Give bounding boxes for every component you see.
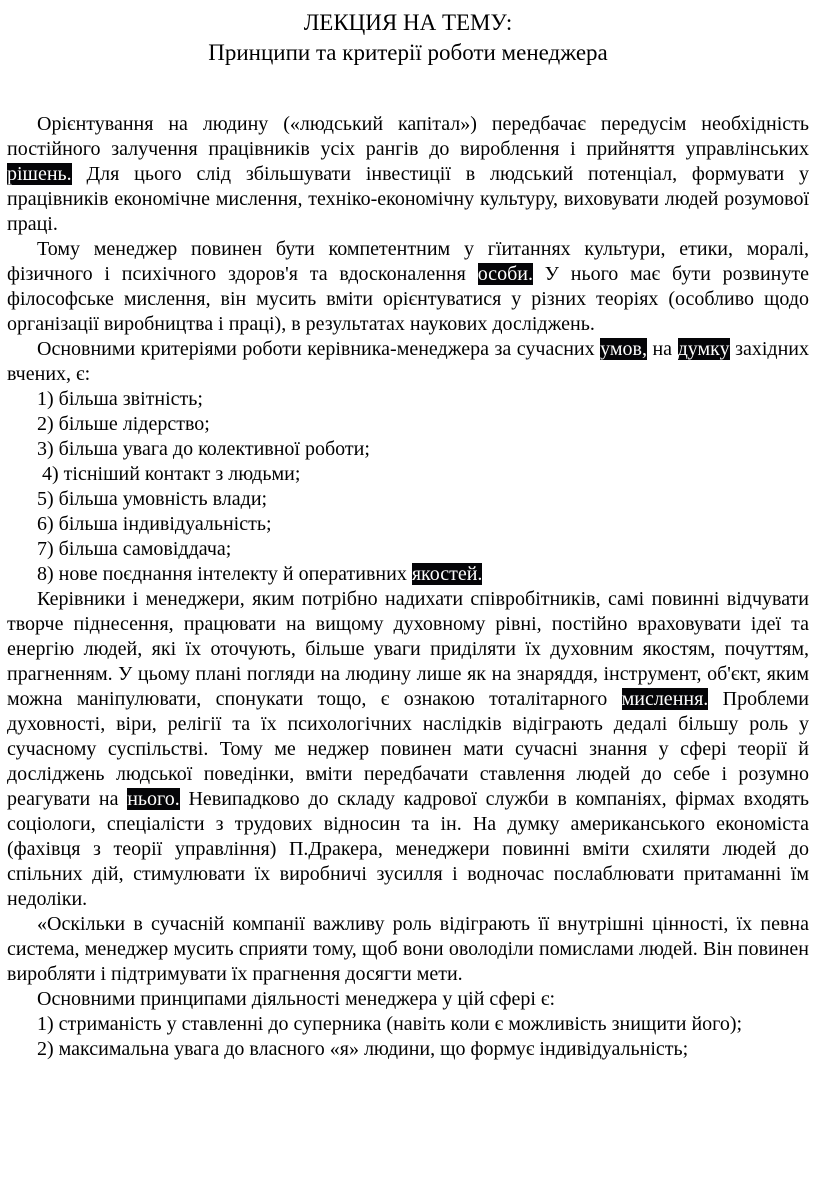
text-run: західних вчених, є: bbox=[7, 337, 809, 385]
text-run: 1) більша звітність; bbox=[37, 387, 203, 410]
paragraph bbox=[7, 337, 809, 387]
list-item bbox=[7, 487, 809, 512]
text-run: 1) стриманість у ставленні до суперника (навіть коли є можливість знищити його); bbox=[37, 1012, 743, 1035]
title-line-1: ЛЕКЦИЯ НА ТЕМУ: bbox=[303, 10, 513, 35]
highlighted-text: особи. bbox=[477, 262, 533, 285]
text-run: Основними принципами діяльності менеджера у цій сфері є: bbox=[37, 987, 556, 1010]
text-run: 4) тісніший контакт з людьми; bbox=[37, 462, 301, 485]
text-run: 5) більша умовність влади; bbox=[37, 487, 268, 510]
text-run: 2) максимальна увага до власного «я» людини, що формує індивідуальність; bbox=[37, 1037, 689, 1060]
text-run: Керівники і менеджери, яким потрібно надихати співробітників, самі повинні відчувати творче піднесення, працювати на вищому духовному рівні, постійно враховувати ідеї та енергію людей, які їх оточують, більше уваги приділяти їх духовним якостям, почуттям, прагненням. У цьому плані погляди на людину лише як на знаряддя, інструмент, об'єкт, яким можна маніпулювати, спонукати тощо, є ознакою тоталітарного bbox=[7, 587, 809, 710]
paragraph bbox=[7, 112, 809, 237]
list-item bbox=[7, 387, 809, 412]
text-run: Невипадково до складу кадрової служби в компаніях, фірмах входять соціологи, спеціалісти з трудових відносин та ін. На думку американського економіста (фахівця з теорії управління) П.Дракера, менеджери повинні вміти схиляти людей до спільних дій, стимулювати їх виробничі зусилля і водночас послаблювати притаманні їм недоліки. bbox=[7, 787, 809, 910]
highlighted-text: мислення. bbox=[621, 687, 709, 710]
text-run: Тому менеджер повинен бути компетентним у гїитаннях культури, етики, моралі, фізичного і психічного здоров'я та вдосконалення bbox=[7, 237, 809, 285]
highlighted-text: якостей. bbox=[411, 562, 483, 585]
title-line-2: Принципи та критерії роботи менеджера bbox=[208, 39, 608, 65]
text-run: У нього має бути розвинуте філософське мислення, він мусить вміти орієнтуватися у різних теоріях (особливо щодо організації виробництва і праці), в результатах наукових досліджень. bbox=[7, 262, 810, 335]
highlighted-text: умов, bbox=[600, 337, 647, 360]
text-run: 8) нове поєднання інтелекту й оперативних bbox=[37, 562, 412, 585]
text-run: Проблеми духовності, віри, релігії та їх психологічних наслідків відіграють дедалі більшу роль у сучасному суспільстві. Тому ме неджер повинен мати сучасні знання у сфері теорії й досліджень людської поведінки, вміти передбачати ставлення людей до себе і розумно реагувати на bbox=[7, 687, 809, 810]
text-run: 7) більша самовіддача; bbox=[37, 537, 232, 560]
highlighted-text: нього. bbox=[127, 787, 180, 810]
list-item bbox=[7, 512, 809, 537]
text-run: 3) більша увага до колективної роботи; bbox=[37, 437, 370, 460]
text-run: Для цього слід збільшувати інвестиції в людський потенціал, формувати у працівників економічне мислення, техніко-економічну культуру, виховувати людей розумової праці. bbox=[7, 162, 809, 235]
list-item bbox=[7, 462, 809, 487]
list-item bbox=[7, 537, 809, 562]
text-run: 6) більша індивідуальність; bbox=[37, 512, 272, 535]
list-item bbox=[7, 1012, 809, 1037]
text-run: Орієнтування на людину («людський капітал») передбачає передусім необхідність постійного залучення працівників усіх рангів до вироблення і прийняття управлінських bbox=[7, 112, 809, 160]
highlighted-text: рішень. bbox=[7, 162, 72, 185]
text-run: на bbox=[646, 337, 678, 360]
paragraph bbox=[7, 237, 809, 337]
list-item bbox=[7, 412, 809, 437]
list-item bbox=[7, 437, 809, 462]
text-run: 2) більше лідерство; bbox=[37, 412, 210, 435]
list-item bbox=[7, 1037, 809, 1062]
text-run: «Оскільки в сучасній компанії важливу роль відіграють її внутрішні цінності, їх певна система, менеджер мусить сприяти тому, щоб вони оволоділи помислами людей. Він повинен виробляти і підтримувати їх прагнення досягти мети. bbox=[7, 912, 809, 985]
highlighted-text: думку bbox=[677, 337, 730, 360]
paragraph bbox=[7, 987, 809, 1012]
list-item bbox=[7, 562, 809, 587]
text-run: Основними критеріями роботи керівника-менеджера за сучасних bbox=[37, 337, 601, 360]
document-body bbox=[7, 112, 809, 1062]
document-title bbox=[7, 8, 809, 68]
paragraph bbox=[7, 587, 809, 912]
paragraph bbox=[7, 912, 809, 987]
